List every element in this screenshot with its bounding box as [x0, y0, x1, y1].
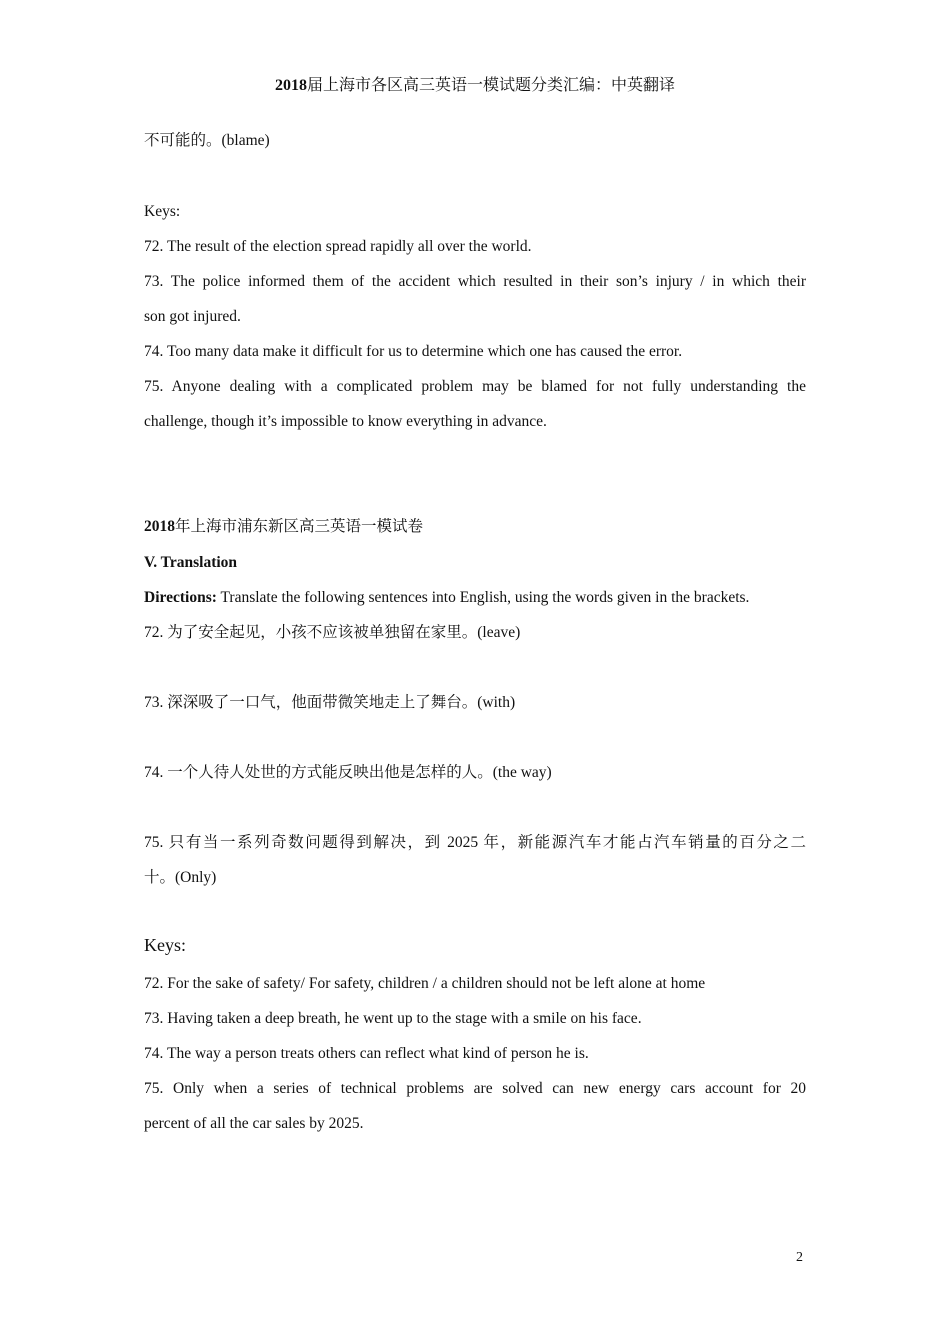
section-part: V. Translation — [144, 554, 238, 571]
keys-label: Keys: — [144, 203, 181, 220]
section-title — [144, 517, 806, 537]
key-75-line1: 75. Anyone dealing with a complicated problem may be blamed for not fully understanding the — [144, 378, 806, 395]
key-73-line2: son got injured. — [144, 308, 241, 325]
section-key-75-line1: 75. Only when a series of technical problems are solved can new energy cars account for 20 — [144, 1080, 806, 1097]
section-keys-label: Keys: — [144, 935, 186, 955]
key-72: 72. The result of the election spread rapidly all over the world. — [144, 238, 532, 255]
page-header — [0, 72, 950, 95]
directions-text: Translate the following sentences into English, using the words given in the brackets. — [216, 589, 750, 606]
question-74: 74. 一个人待人处世的方式能反映出他是怎样的人。(the way) — [144, 764, 552, 781]
section-year: 2018 — [144, 518, 175, 535]
header-year: 2018 — [274, 77, 307, 94]
key-74: 74. Too many data make it difficult for us to determine which one has caused the error. — [144, 343, 683, 360]
directions — [144, 588, 806, 608]
continuation-line: 不可能的。(blame) — [144, 132, 270, 149]
question-75-line1: 75. 只有当一系列奇数问题得到解决，到 2025 年，新能源汽车才能占汽车销量的百分之二 — [144, 834, 806, 851]
question-72: 72. 为了安全起见，小孩不应该被单独留在家里。(leave) — [144, 624, 521, 641]
section-key-75-line2: percent of all the car sales by 2025. — [144, 1115, 364, 1132]
page-number: 2 — [796, 1250, 803, 1265]
section-title-text: 年上海市浦东新区高三英语一模试卷 — [175, 518, 424, 535]
section-key-72: 72. For the sake of safety/ For safety, children / a children should not be left alone at home — [144, 975, 706, 992]
key-75-line2: challenge, though it’s impossible to know everything in advance. — [144, 413, 547, 430]
directions-label: Directions: — [144, 589, 217, 606]
section-key-73: 73. Having taken a deep breath, he went up to the stage with a smile on his face. — [144, 1010, 642, 1027]
key-73-line1: 73. The police informed them of the accident which resulted in their son’s injury / in which their — [144, 273, 806, 290]
header-title: 届上海市各区高三英语一模试题分类汇编：中英翻译 — [306, 77, 675, 94]
question-75-line2: 十。(Only) — [144, 869, 217, 886]
section-key-74: 74. The way a person treats others can reflect what kind of person he is. — [144, 1045, 589, 1062]
question-73: 73. 深深吸了一口气，他面带微笑地走上了舞台。(with) — [144, 694, 516, 711]
